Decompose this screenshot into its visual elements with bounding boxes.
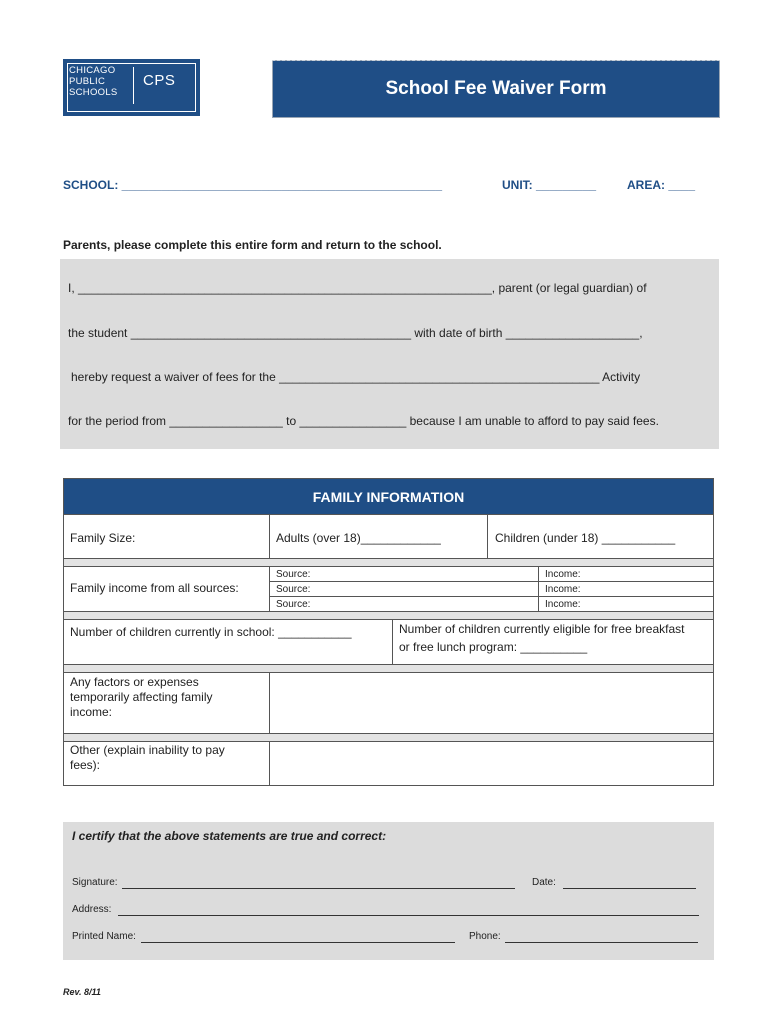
- instructions: Parents, please complete this entire form and return to the school.: [63, 238, 442, 252]
- title-dashed-edge: [272, 60, 720, 62]
- family-info-header: [63, 478, 714, 515]
- phone-label: Phone:: [469, 931, 501, 942]
- income-3-cell[interactable]: [538, 596, 714, 612]
- school-field[interactable]: SCHOOL: ________________________________________________: [63, 178, 443, 192]
- income-label: Family income from all sources:: [70, 581, 239, 595]
- income-1-label: Income:: [545, 569, 581, 580]
- income-2-cell[interactable]: [538, 581, 714, 597]
- printed-name-label: Printed Name:: [72, 931, 136, 942]
- statement-line-1[interactable]: I, ______________________________________________________________, parent (or legal guardian) of: [68, 281, 647, 295]
- adults-cell[interactable]: [269, 514, 488, 559]
- factors-label-2: temporarily affecting family: [70, 690, 213, 704]
- logo-divider: [133, 67, 134, 104]
- other-label-cell: [63, 741, 270, 786]
- adults-field[interactable]: Adults (over 18)____________: [276, 531, 441, 545]
- logo-abbr: CPS: [143, 72, 176, 89]
- signature-line[interactable]: [122, 888, 515, 889]
- logo-line-1: CHICAGO: [69, 65, 116, 76]
- source-2-label: Source:: [276, 584, 311, 595]
- statement-line-3[interactable]: hereby request a waiver of fees for the ________________________________________________ Activity: [71, 370, 641, 384]
- factors-input[interactable]: [269, 672, 714, 734]
- address-label: Address:: [72, 904, 112, 915]
- source-3-cell[interactable]: [269, 596, 539, 612]
- logo-wordmark: [69, 65, 118, 98]
- date-label: Date:: [532, 877, 556, 888]
- signature-label: Signature:: [72, 877, 118, 888]
- logo-line-2: PUBLIC: [69, 76, 106, 87]
- income-label-cell: [63, 566, 270, 612]
- form-title: School Fee Waiver Form: [385, 78, 607, 99]
- factors-label-3: income:: [70, 705, 113, 719]
- source-1-cell[interactable]: [269, 566, 539, 582]
- income-2-label: Income:: [545, 584, 581, 595]
- revision-label: Rev. 8/11: [63, 987, 101, 997]
- date-line[interactable]: [563, 888, 696, 889]
- factors-label-cell: [63, 672, 270, 734]
- certification-title: I certify that the above statements are true and correct:: [72, 829, 387, 843]
- phone-line[interactable]: [505, 942, 698, 943]
- income-1-cell[interactable]: [538, 566, 714, 582]
- statement-panel: [60, 259, 719, 449]
- free-lunch-line-1: Number of children currently eligible for free breakfast: [399, 622, 685, 636]
- other-input[interactable]: [269, 741, 714, 786]
- other-label-1: Other (explain inability to pay: [70, 743, 225, 757]
- children-field[interactable]: Children (under 18) ___________: [495, 531, 676, 545]
- family-size-label: Family Size:: [70, 531, 136, 545]
- children-cell[interactable]: [487, 514, 714, 559]
- income-3-label: Income:: [545, 599, 581, 610]
- children-in-school-field[interactable]: Number of children currently in school: ___________: [70, 625, 352, 639]
- source-1-label: Source:: [276, 569, 311, 580]
- source-2-cell[interactable]: [269, 581, 539, 597]
- children-in-school-cell[interactable]: [63, 619, 393, 665]
- family-size-cell: [63, 514, 270, 559]
- printed-name-line[interactable]: [141, 942, 455, 943]
- free-lunch-cell[interactable]: [392, 619, 714, 665]
- unit-field[interactable]: UNIT: _________: [502, 178, 597, 192]
- cps-logo: [63, 59, 200, 116]
- form-title-box: [272, 60, 720, 118]
- other-label-2: fees):: [70, 758, 101, 772]
- statement-line-2[interactable]: the student __________________________________________ with date of birth ____________________,: [68, 326, 643, 340]
- logo-line-3: SCHOOLS: [69, 87, 118, 98]
- statement-line-4[interactable]: for the period from _________________ to ________________ because I am unable to afford to pay said fees.: [68, 414, 659, 428]
- certification-panel: [63, 822, 714, 960]
- free-lunch-field[interactable]: or free lunch program: __________: [399, 640, 588, 654]
- area-field[interactable]: AREA: ____: [627, 178, 696, 192]
- source-3-label: Source:: [276, 599, 311, 610]
- factors-label-1: Any factors or expenses: [70, 675, 199, 689]
- address-line[interactable]: [118, 915, 699, 916]
- family-info-title: FAMILY INFORMATION: [312, 488, 465, 505]
